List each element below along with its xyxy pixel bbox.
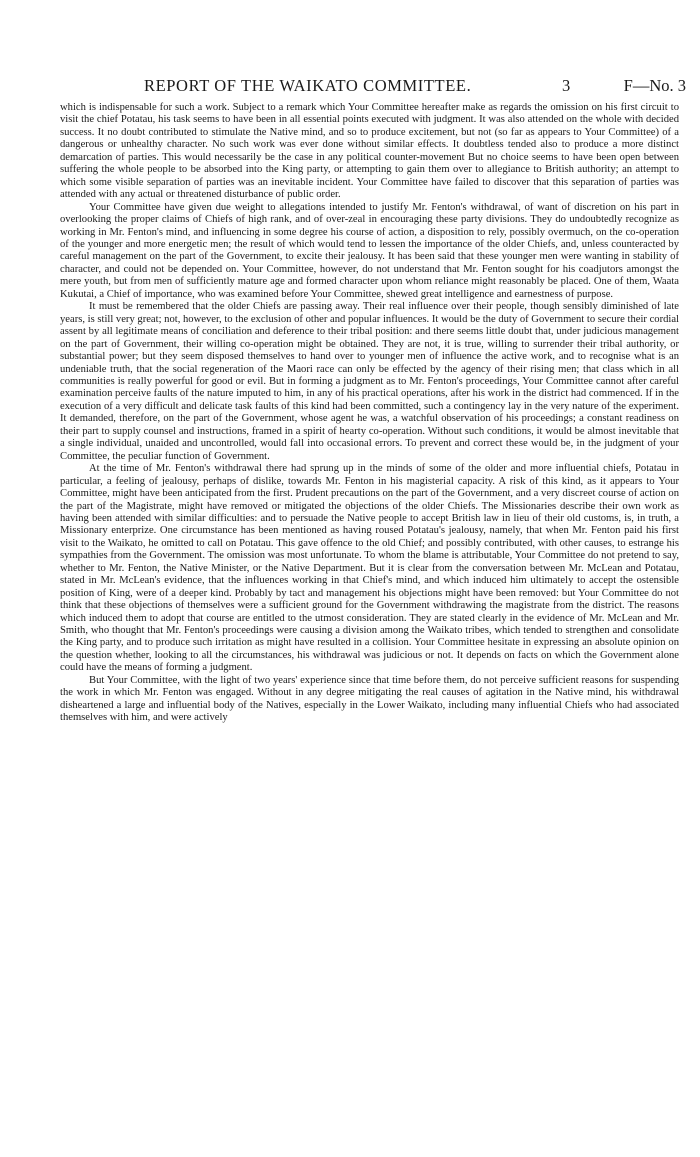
report-body: [60, 102, 679, 725]
paragraph-continued: which is indispensable for such a work. Subject to a remark which Your Committee hereafter make as regards the omission on his first circuit to visit the chief Potatau, his task seems to have been in all essential points executed with judgment. It was also attended on the whole with decided success. It no doubt contributed to stimulate the Native mind, and so to produce excitement, but not (so far as appears to Your Committee) of a dangerous or unhealthy character. No such work was ever done without similar effects. It doubtless tended also to produce a more distinct demarcation of parties. This would necessarily be the case in any political counter-movement But no choice seems to have been open between suffering the whole people to be absorbed into the King party, or attempting to gain them over to allegiance to British authority; an attempt to which some visible separation of parties was an inevitable incident. Your Committee have failed to discover that this separation of parties was attended with any actual or threatened disturbance of public order.: [60, 102, 679, 201]
document-reference: F—No. 3: [623, 76, 686, 95]
report-title: REPORT OF THE WAIKATO COMMITTEE.: [144, 76, 472, 95]
paragraph-time-of-withdrawal: At the time of Mr. Fenton's withdrawal there had sprung up in the minds of some of the older and more influential chiefs, Potatau in particular, a feeling of jealousy, perhaps of dislike, towards Mr. Fenton in his magisterial capacity. A risk of this kind, as it appears to Your Committee, might have been anticipated from the first. Prudent precautions on the part of the Government, and a very discreet course of action on the part of the Magistrate, might have removed or mitigated the objections of the older Chiefs. The Missionaries describe their own work as having been attended with similar difficulties: and to persuade the Native people to accept British law in lieu of their old customs, is, in truth, a Missionary enterprize. One circumstance has been mentioned as having roused Potatau's jealousy, namely, that when Mr. Fenton paid his first visit to the Waikato, he omitted to call on Potatau. This gave offence to the old Chief; and possibly contributed, with other causes, to estrange his sympathies from the Government. The omission was most unfortunate. To whom the blame is attributable, Your Committee do not pretend to say, whether to Mr. Fenton, the Native Minister, or the Native Department. But it is clear from the conversation between Mr. McLean and Potatau, stated in Mr. McLean's evidence, that the influences working in that Chief's mind, and which induced him ultimately to accept the ostensible position of King, were of a deeper kind. Probably by tact and management his objections might have been removed: but Your Committee do not think that these objections of themselves were a sufficient ground for the Government withdrawing the magistrate from the district. The reasons which induced them to adopt that course are entitled to the utmost consideration. They are stated clearly in the evidence of Mr. McLean and Mr. Smith, who thought that Mr. Fenton's proceedings were causing a division among the Waikato tribes, which tended to strengthen and consolidate the King party, and to produce such irritation as might have resulted in a collision. Your Committee hesitate in expressing an absolute opinion on the question whether, looking to all the circumstances, his withdrawal was judicious or not. It depends on facts on which the Government alone could have the means of forming a judgment.: [60, 463, 679, 674]
paragraph-fenton-withdrawal-allegations: Your Committee have given due weight to allegations intended to justify Mr. Fenton's withdrawal, of want of discretion on his part in overlooking the proper claims of Chiefs of high rank, and of over-zeal in encouraging these party divisions. They do undoubtedly recognize as working in Mr. Fenton's mind, and influencing in some degree his course of action, a disposition to rely, possibly overmuch, on the co-operation of the younger and more energetic men; the result of which would tend to lessen the importance of the older Chiefs, and, unless counteracted by careful management on the part of the Government, to excite their jealousy. It has been said that these younger men were wanting in stability of character, and could not be depended on. Your Committee, however, do not understand that Mr. Fenton sought for his coadjutors amongst the mere youth, but from men of sufficiently mature age and formed character upon whom reliance might reasonably be placed. One of them, Waata Kukutai, a Chief of importance, who was examined before Your Committee, shewed great intelligence and earnestness of purpose.: [60, 201, 679, 300]
running-header: [60, 76, 686, 96]
page-number: 3: [562, 76, 571, 95]
paragraph-two-years-experience: But Your Committee, with the light of two years' experience since that time before them, do not perceive sufficient reasons for suspending the work in which Mr. Fenton was engaged. Without in any degree mitigating the real causes of agitation in the Native mind, his withdrawal disheartened a large and influential body of the Natives, especially in the Lower Waikato, including many influential Chiefs who had associated themselves with him, and were actively: [60, 674, 679, 724]
paragraph-older-chiefs: It must be remembered that the older Chiefs are passing away. Their real influence over their people, though sensibly diminished of late years, is still very great; not, however, to the exclusion of other and popular influences. It would be the duty of Government to secure their cordial assent by all legitimate means of conciliation and deference to their tribal position: and there seems little doubt that, under judicious management on the part of Government, their willing co-operation might be obtained. They are not, it is true, willing to surrender their tribal authority, or substantial power; but they seem disposed themselves to hand over to younger men of influence the active work, and to recognise what is an undeniable truth, that the social regeneration of the Maori race can only be effected by the agency of their rising men; that class which in all communities is really powerful for good or evil. But in forming a judgment as to Mr. Fenton's proceedings, Your Committee cannot after careful examination perceive faults of the nature imputed to him, in any of his practical operations, after his work in the district had commenced. If in the execution of a very difficult and delicate task faults of this kind had been committed, such a contingency lay in the very nature of the experiment. It demanded, therefore, on the part of the Government, whose agent he was, a watchful observation of his proceedings; a constant readiness on their part to supply counsel and instructions, framed in a spirit of hearty co-operation. Without such conditions, it would be almost inevitable that a single individual, unaided and uncontrolled, would fall into occasional errors. To prevent and correct these would be, in the judgment of your Committee, the peculiar function of Government.: [60, 301, 679, 462]
